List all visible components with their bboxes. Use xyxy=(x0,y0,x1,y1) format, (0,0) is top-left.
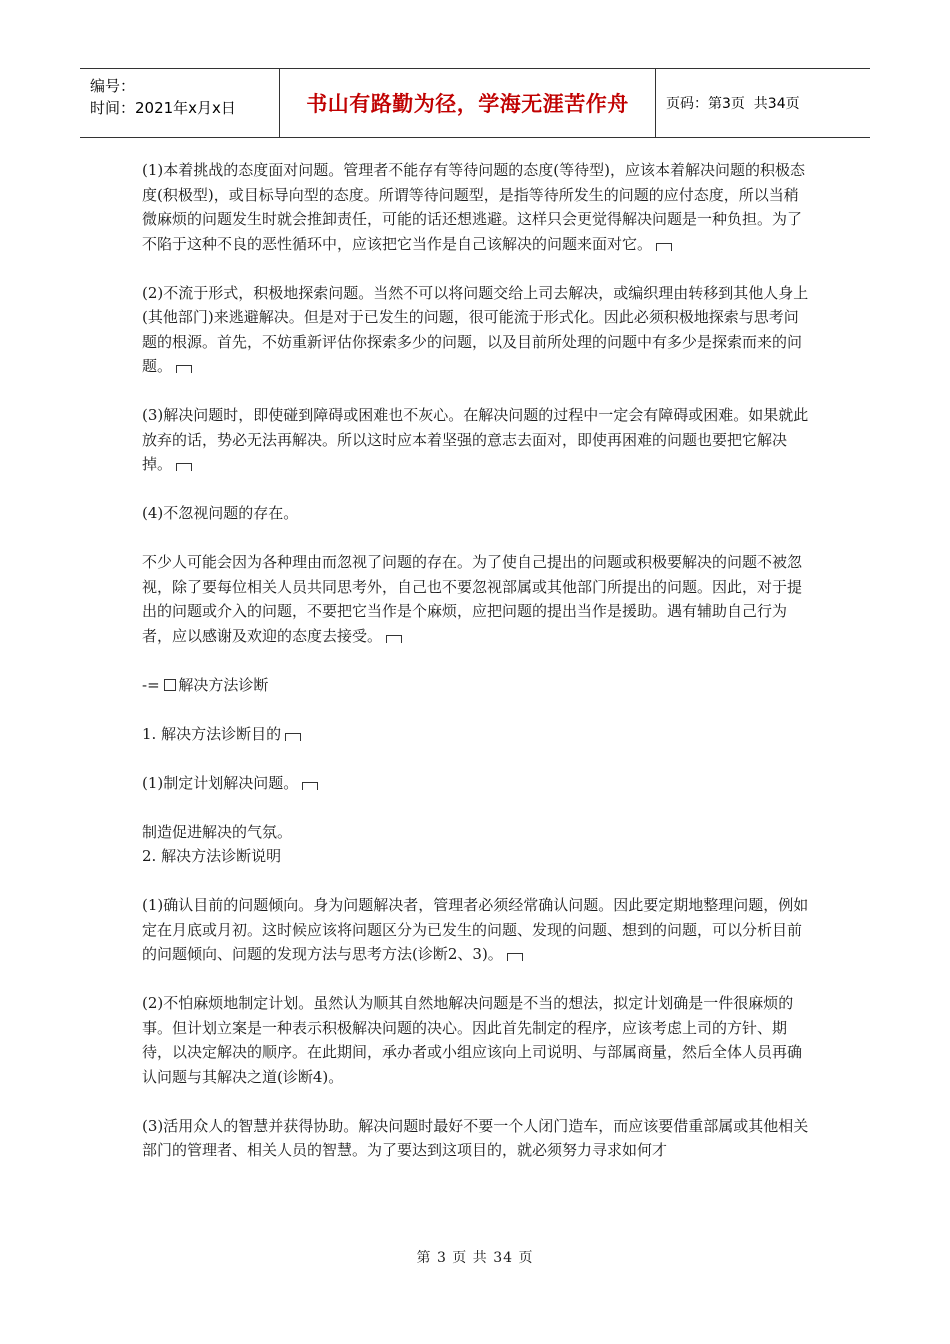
paragraph-3: (3)解决问题时，即使碰到障碍或困难也不灰心。在解决问题的过程中一定会有障碍或困难。如果就此放弃的话，势必无法再解决。所以这时应本着坚强的意志去面对，即使再困难的问题也要把它解决掉。 xyxy=(142,406,809,473)
line-break-mark-icon xyxy=(176,365,192,373)
subheading-2: 2. 解决方法诊断说明 xyxy=(142,847,282,865)
square-box-icon xyxy=(164,679,176,691)
paragraph-5: 不少人可能会因为各种理由而忽视了问题的存在。为了使自己提出的问题或积极要解决的问题不被忽视，除了要每位相关人员共同思考外，自己也不要忽视部属或其他部门所提出的问题。因此，对于提出的问题或介入的问题，不要把它当作是个麻烦，应把问题的提出当作是援助。遇有辅助自己行为者，应以感谢及欢迎的态度去接受。 xyxy=(142,553,803,645)
paragraph-9: (2)不怕麻烦地制定计划。虽然认为顺其自然地解决问题是不当的想法，拟定计划确是一件很麻烦的事。但计划立案是一种表示积极解决问题的决心。因此首先制定的程序，应该考虑上司的方针、期待，以决定解决的顺序。在此期间，承办者或小组应该向上司说明、与部属商量，然后全体人员再确认问题与其解决之道(诊断4)。 xyxy=(142,994,803,1086)
paragraph-10: (3)活用众人的智慧并获得协助。解决问题时最好不要一个人闭门造车，而应该要借重部属或其他相关部门的管理者、相关人员的智慧。为了要达到这项目的，就必须努力寻求如何才 xyxy=(142,1116,809,1159)
page-info-text: 页码：第3页 共34页 xyxy=(666,96,800,112)
line-break-mark-icon xyxy=(656,243,672,251)
paragraph-7: 制造促进解决的气氛。 xyxy=(142,822,293,841)
page-footer xyxy=(0,1247,950,1267)
line-break-mark-icon xyxy=(507,953,523,961)
subheading-1: 1. 解决方法诊断目的 xyxy=(142,722,812,747)
page-header xyxy=(80,68,870,138)
paragraph-2: (2)不流于形式，积极地探索问题。当然不可以将问题交给上司去解决，或编织理由转移到其他人身上(其他部门)来逃避解决。但是对于已发生的问题，很可能流于形式化。因此必须积极地探索与思考问题的根源。首先，不妨重新评估你探索多少的问题，以及目前所处理的问题中有多少是探索而来的问题。 xyxy=(142,283,809,375)
section-heading: -= 解决方法诊断 xyxy=(142,675,269,694)
document-body xyxy=(142,158,812,1163)
date-label: 时间：2021年x月x日 xyxy=(90,99,236,117)
line-break-mark-icon xyxy=(302,782,318,790)
paragraph-6: (1)制定计划解决问题。 xyxy=(142,771,812,796)
line-break-mark-icon xyxy=(386,635,402,643)
serial-label: 编号： xyxy=(90,77,136,95)
header-motto: 书山有路勤为径，学海无涯苦作舟 xyxy=(280,69,656,137)
paragraph-4: (4)不忽视问题的存在。 xyxy=(142,504,299,522)
paragraph-8: (1)确认目前的问题倾向。身为问题解决者，管理者必须经常确认问题。因此要定期地整理问题，例如定在月底或月初。这时候应该将问题区分为已发生的问题、发现的问题、想到的问题，可以分析目前的问题倾向、问题的发现方法与思考方法(诊断2、3)。 xyxy=(142,896,809,963)
line-break-mark-icon xyxy=(285,733,301,741)
paragraph-1: (1)本着挑战的态度面对问题。管理者不能存有等待问题的态度(等待型)，应该本着解决问题的积极态度(积极型)，或目标导向型的态度。所谓等待问题型，是指等待所发生的问题的应付态度，所以当稍微麻烦的问题发生时就会推卸责任，可能的话还想逃避。这样只会更觉得解决问题是一种负担。为了不陷于这种不良的恶性循环中，应该把它当作是自己该解决的问题来面对它。 xyxy=(142,161,805,253)
line-break-mark-icon xyxy=(176,463,192,471)
header-page-info xyxy=(656,69,870,137)
footer-page-number: 第 3 页 共 34 页 xyxy=(416,1250,534,1266)
header-meta xyxy=(80,69,280,137)
